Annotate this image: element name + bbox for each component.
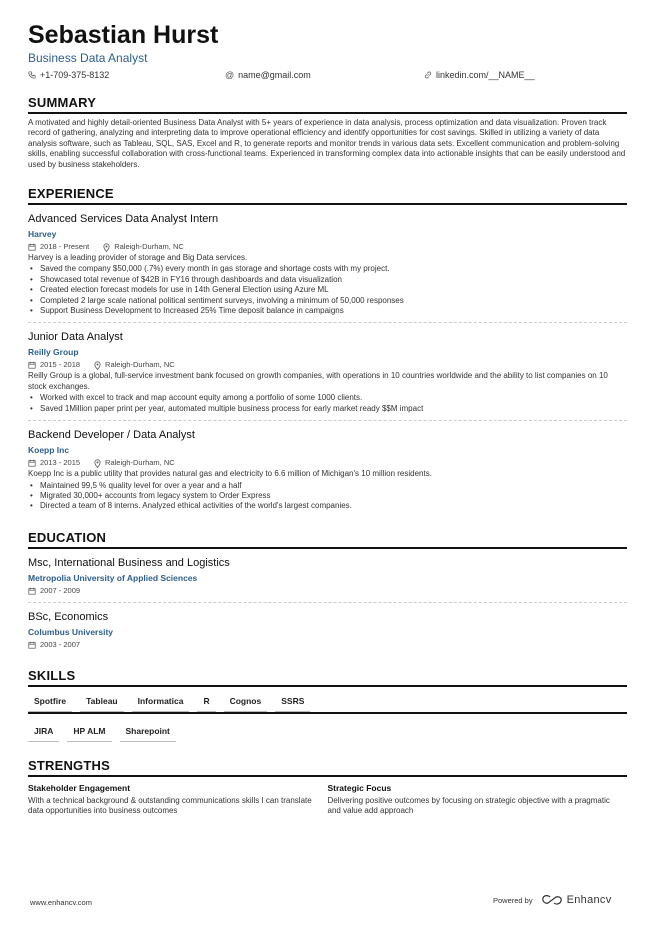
- role-dates: [28, 458, 80, 468]
- school-name: Metropolia University of Applied Sciences: [28, 572, 198, 583]
- skill-tag: HP ALM: [67, 726, 111, 742]
- divider: [28, 602, 627, 603]
- list-item: • Saved the company $50,000 (.7%) every month in gas storage and shortage costs with my project.: [28, 264, 627, 274]
- role-location: [103, 242, 184, 252]
- education-meta: [28, 640, 627, 650]
- skill-tag: Cognos: [224, 696, 268, 712]
- strengths-heading: STRENGTHS: [28, 758, 627, 777]
- powered-by-text: Powered by: [493, 895, 533, 905]
- skills-heading: SKILLS: [28, 668, 627, 687]
- role-location: [94, 458, 175, 468]
- contact-linkedin[interactable]: [424, 70, 535, 80]
- skills-divider: [28, 712, 627, 714]
- company-description: Koepp Inc is a public utility that provides natural gas and electricity to 6.6 million of Michigan's 10 million residents.: [28, 469, 432, 479]
- role-location: [94, 360, 175, 370]
- list-item: • Support Business Development to Increased 25% Time deposit balance in campaigns: [28, 306, 627, 316]
- brand-logo[interactable]: [541, 894, 612, 906]
- phone-text: +1-709-375-8132: [40, 69, 110, 80]
- education-item: [28, 611, 627, 650]
- contact-email[interactable]: [225, 70, 424, 80]
- role-meta: [28, 242, 627, 252]
- education-heading: EDUCATION: [28, 530, 627, 549]
- dates-text: 2015 - 2018: [40, 360, 81, 370]
- calendar-icon: [28, 243, 36, 251]
- education-section: [28, 530, 627, 650]
- skill-tag: Spotfire: [28, 696, 72, 712]
- role-dates: [28, 360, 80, 370]
- calendar-icon: [28, 459, 36, 467]
- footer-branding: [493, 894, 612, 906]
- location-text: Raleigh-Durham, NC: [114, 242, 184, 252]
- strengths-section: [28, 758, 627, 817]
- role-bullets: [28, 393, 627, 414]
- list-item: • Maintained 99,5 % quality level for over a year and a half: [28, 481, 627, 491]
- company-description: Reilly Group is a global, full-service investment bank focused on growth companies, with operations in 10 countries worldwide and the ability to list companies on 10 stock exchanges.: [28, 371, 608, 391]
- company-description: Harvey is a leading provider of storage and Big Data services.: [28, 253, 248, 263]
- link-icon: [424, 71, 432, 79]
- location-pin-icon: [94, 459, 101, 468]
- enhancv-logo-icon: [541, 894, 563, 906]
- company-name: Koepp Inc: [28, 445, 70, 456]
- skill-tag: Informatica: [132, 696, 190, 712]
- education-item: [28, 557, 627, 603]
- resume-page: [28, 20, 627, 817]
- education-dates: [28, 586, 80, 596]
- role-title: Advanced Services Data Analyst Intern: [28, 213, 219, 226]
- strengths-list: [28, 783, 627, 817]
- education-meta: [28, 586, 627, 596]
- education-dates: [28, 640, 80, 650]
- summary-heading: SUMMARY: [28, 95, 627, 114]
- experience-item: [28, 331, 627, 421]
- location-pin-icon: [94, 361, 101, 370]
- skill-tag: JIRA: [28, 726, 59, 742]
- strength-description: Delivering positive outcomes by focusing on strategic objective with a pragmatic and value add approach: [327, 795, 610, 816]
- location-text: Raleigh-Durham, NC: [105, 458, 175, 468]
- experience-item: [28, 213, 627, 323]
- experience-section: [28, 186, 627, 512]
- skill-tag: SSRS: [275, 696, 310, 712]
- role-bullets: [28, 264, 627, 316]
- calendar-icon: [28, 641, 36, 649]
- skill-tag: Tableau: [80, 696, 124, 712]
- list-item: • Migrated 30,000+ accounts from legacy system to Order Express: [28, 491, 627, 501]
- dates-text: 2018 - Present: [40, 242, 90, 252]
- experience-item: [28, 429, 627, 512]
- company-name: Reilly Group: [28, 347, 79, 358]
- list-item: • Completed 2 large scale national political sentiment surveys, involving a minimum of 50,000 responses: [28, 296, 627, 306]
- skills-section: [28, 668, 627, 742]
- strength-title: Stakeholder Engagement: [28, 782, 131, 793]
- brand-name: Enhancv: [566, 894, 612, 906]
- skill-tag: R: [197, 696, 215, 712]
- experience-heading: EXPERIENCE: [28, 186, 627, 205]
- list-item: • Showcased total revenue of $42B in FY16 through dashboards and data visualization: [28, 275, 627, 285]
- calendar-icon: [28, 361, 36, 369]
- summary-text: A motivated and highly detail-oriented Business Data Analyst with 5+ years of experience in data analysis, process optimization and data visualization. Proven track record of gathering, analyzing and interpreting data to improve operational efficiency and identify opportunities for cost savings. Skilled in utilizing a variety of data analysis software, such as Tableau, SQL, SAS, Excel and R, to generate reports and monitor trends in various data sets. Excellent communication and problem-solving skills, enabling successful collaboration with cross-functional teams. Experienced in transforming complex data into actionable insights that can be easily understood and used by business stakeholders.: [28, 118, 626, 169]
- summary-section: [28, 95, 627, 170]
- email-text: name@gmail.com: [238, 69, 311, 80]
- role-dates: [28, 242, 89, 252]
- list-item: • Directed a team of 8 interns. Analyzed ethical activities of the world's largest companies.: [28, 501, 627, 511]
- role-title: Junior Data Analyst: [28, 331, 123, 344]
- company-name: Harvey: [28, 229, 57, 240]
- list-item: • Created election forecast models for use in 14th General Election using Azure ML: [28, 285, 627, 295]
- candidate-title: Business Data Analyst: [28, 51, 148, 65]
- strength-item: [28, 783, 328, 817]
- divider: [28, 322, 627, 323]
- skills-row: [28, 726, 627, 742]
- list-item: • Worked with excel to track and map account equity among a portfolio of some 1000 clients.: [28, 393, 627, 403]
- skills-row: [28, 696, 627, 712]
- contact-phone[interactable]: [28, 70, 225, 80]
- strength-description: With a technical background & outstanding communications skills I can translate data opportunities into business outcomes: [28, 795, 312, 816]
- role-bullets: [28, 481, 627, 512]
- role-meta: [28, 360, 627, 370]
- calendar-icon: [28, 587, 36, 595]
- school-name: Columbus University: [28, 626, 114, 637]
- role-meta: [28, 458, 627, 468]
- dates-text: 2013 - 2015: [40, 458, 81, 468]
- at-icon: @: [225, 69, 235, 80]
- strength-item: [328, 783, 628, 817]
- phone-icon: [28, 71, 36, 79]
- linkedin-text: linkedin.com/__NAME__: [436, 69, 535, 80]
- degree-title: BSc, Economics: [28, 610, 109, 623]
- degree-title: Msc, International Business and Logistics: [28, 556, 230, 569]
- role-title: Backend Developer / Data Analyst: [28, 429, 195, 442]
- skill-tag: Sharepoint: [120, 726, 176, 742]
- location-text: Raleigh-Durham, NC: [105, 360, 175, 370]
- list-item: • Saved 1Million paper print per year, automated multiple business process for early market ready $$M impact: [28, 404, 627, 414]
- dates-text: 2007 - 2009: [40, 585, 81, 595]
- footer-website[interactable]: www.enhancv.com: [30, 898, 92, 907]
- contact-bar: [28, 68, 627, 81]
- strength-title: Strategic Focus: [327, 782, 392, 793]
- candidate-name: Sebastian Hurst: [28, 21, 219, 49]
- location-pin-icon: [103, 243, 110, 252]
- divider: [28, 420, 627, 421]
- dates-text: 2003 - 2007: [40, 639, 81, 649]
